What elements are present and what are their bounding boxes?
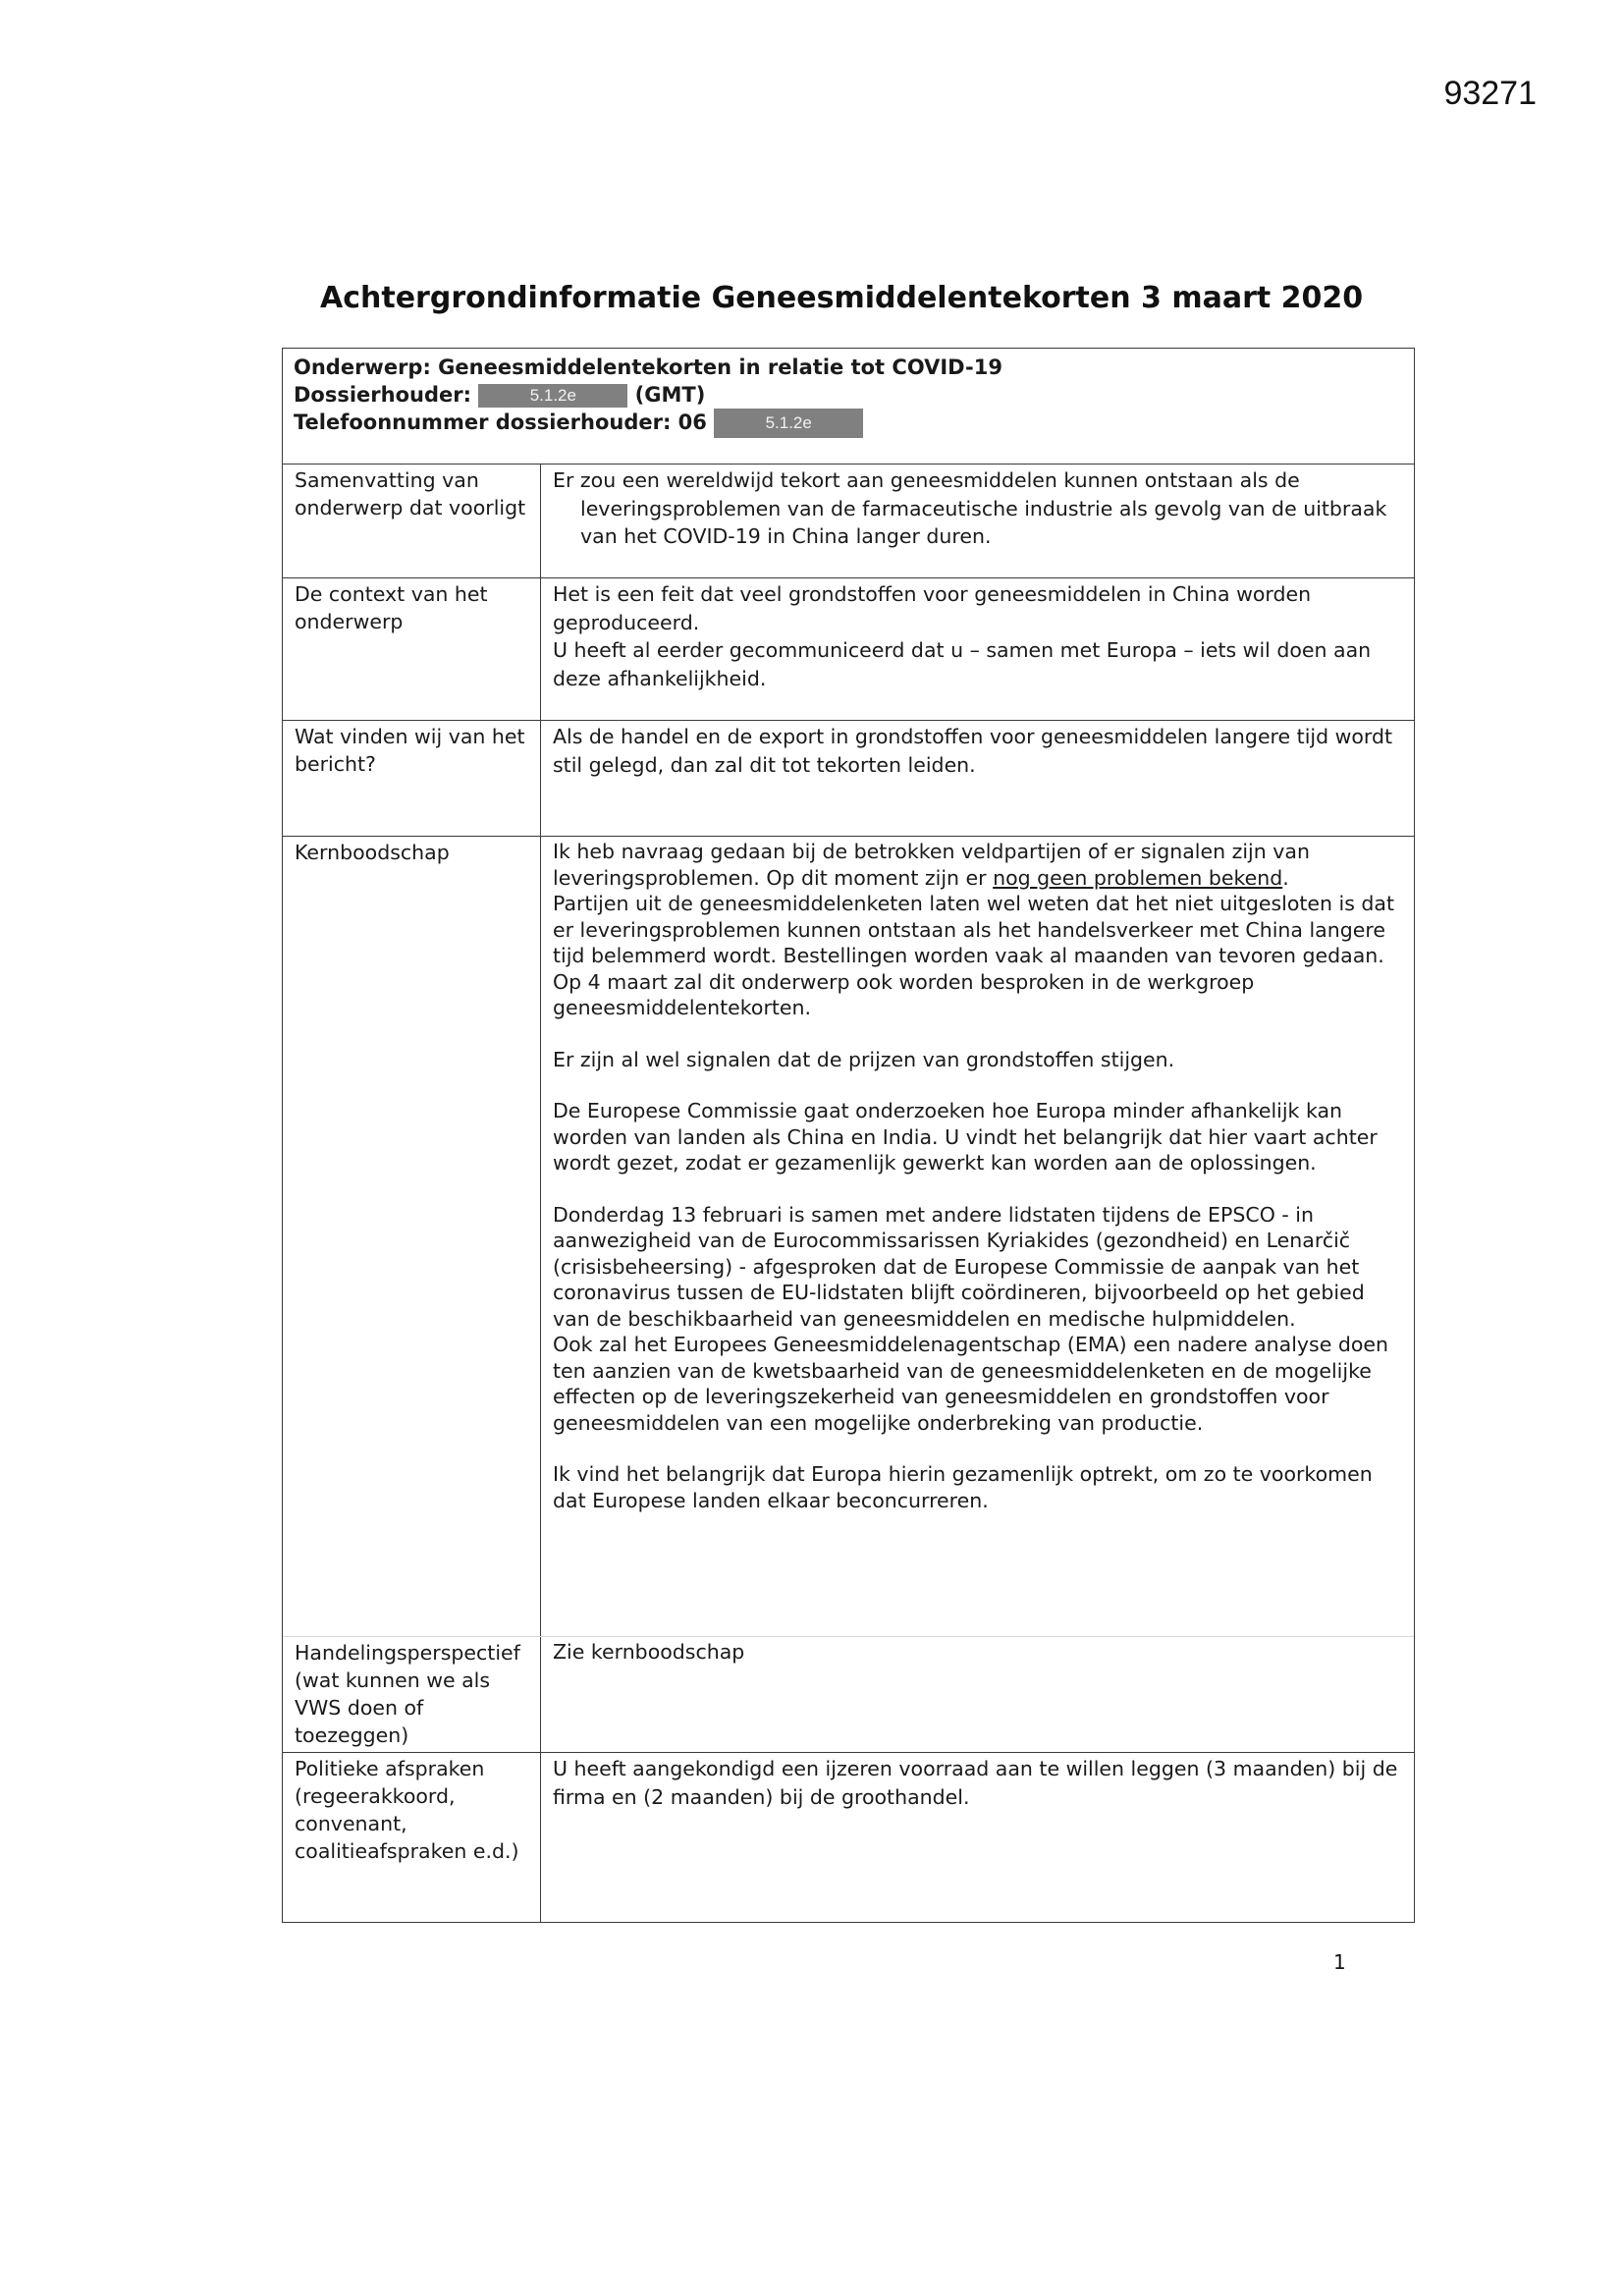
row-action xyxy=(283,1637,1414,1753)
core-paragraph-6: Ik vind het belangrijk dat Europa hierin gezamenlijk optrekt, om zo te voorkomen dat Europese landen elkaar beconcurreren. xyxy=(553,1462,1373,1512)
opinion-text: Als de handel en de export in grondstoffen voor geneesmiddelen langere tijd wordt stil gelegd, dan zal dit tot tekorten leiden. xyxy=(553,725,1393,777)
holder-label: Dossierhouder: xyxy=(294,383,472,407)
political-text: U heeft aangekondigd een ijzeren voorraad aan te willen leggen (3 maanden) bij de firma en (2 maanden) bij de groothandel. xyxy=(553,1757,1398,1809)
subject-line: Onderwerp: Geneesmiddelentekorten in relatie tot COVID-19 xyxy=(294,355,1002,379)
core-message-label: Kernboodschap xyxy=(283,837,541,1636)
phone-line xyxy=(294,409,1403,438)
holder-line xyxy=(294,381,1403,409)
page-title: Achtergrondinformatie Geneesmiddelentekorten 3 maart 2020 xyxy=(320,281,1364,315)
summary-label: Samenvatting van onderwerp dat voorligt xyxy=(283,465,541,577)
row-political xyxy=(283,1753,1414,1922)
core-paragraph-4: Donderdag 13 februari is samen met andere lidstaten tijdens de EPSCO - in aanwezigheid van de Eurocommissarissen Kyriakides (gezondheid) en Lenarčič (crisisbeheersing) - afgesproken dat de Europese Commissie de aanpak van het coronavirus tussen de EU-lidstaten blijft coördineren, bijvoorbeeld op het gebied van de beschikbaarheid van geneesmiddelen en medische hulpmiddelen. xyxy=(553,1202,1365,1331)
political-label: Politieke afspraken (regeerakkoord, convenant, coalitieafspraken e.d.) xyxy=(283,1753,541,1922)
core-paragraph-5: Ook zal het Europees Geneesmiddelenagentschap (EMA) een nadere analyse doen ten aanzien van de kwetsbaarheid van de geneesmiddelenketen en de mogelijke effecten op de leveringszekerheid van geneesmiddelen en grondstoffen voor geneesmiddelen van een mogelijke onderbreking van productie. xyxy=(553,1333,1389,1435)
context-paragraph-2: U heeft al eerder gecommuniceerd dat u – samen met Europa – iets wil doen aan deze afhankelijkheid. xyxy=(553,638,1372,690)
core-paragraph-1-continued: Partijen uit de geneesmiddelenketen laten wel weten dat het niet uitgesloten is dat er leveringsproblemen kunnen ontstaan als het handelsverkeer met China langere tijd belemmerd wordt. Bestellingen worden vaak al maanden van tevoren gedaan. Op 4 maart zal dit onderwerp ook worden besproken in de werkgroep geneesmiddelentekorten. xyxy=(553,892,1395,1019)
header-block xyxy=(283,349,1414,465)
page-number: 1 xyxy=(1333,1950,1346,1974)
context-paragraph-1: Het is een feit dat veel grondstoffen voor geneesmiddelen in China worden geproduceerd. xyxy=(553,582,1312,634)
phone-label: Telefoonnummer dossierhouder: 06 xyxy=(294,410,707,434)
info-table xyxy=(282,348,1415,1923)
row-summary xyxy=(283,465,1414,578)
row-context xyxy=(283,578,1414,721)
core-paragraph-2: Er zijn al wel signalen dat de prijzen van grondstoffen stijgen. xyxy=(553,1047,1175,1071)
summary-text: Er zou een wereldwijd tekort aan geneesmiddelen kunnen ontstaan als de leveringsproblemen van de farmaceutische industrie als gevolg van de uitbraak van het COVID-19 in China langer duren. xyxy=(553,468,1387,548)
core-paragraph-1: Ik heb navraag gedaan bij de betrokken veldpartijen of er signalen zijn van leveringsproblemen. Op dit moment zijn er nog geen problemen bekend. xyxy=(553,840,1310,890)
underlined-phrase: nog geen problemen bekend xyxy=(993,865,1283,890)
core-paragraph-3: De Europese Commissie gaat onderzoeken hoe Europa minder afhankelijk kan worden van landen als China en India. U vindt het belangrijk dat hier vaart achter wordt gezet, zodat er gezamenlijk gewerkt kan worden aan de oplossingen. xyxy=(553,1099,1378,1175)
document-number: 93271 xyxy=(1443,75,1537,112)
action-text: Zie kernboodschap xyxy=(553,1640,745,1664)
row-core-message xyxy=(283,837,1414,1637)
opinion-label: Wat vinden wij van het bericht? xyxy=(283,721,541,836)
phone-redaction: 5.1.2e xyxy=(714,409,863,438)
row-opinion xyxy=(283,721,1414,837)
context-label: De context van het onderwerp xyxy=(283,578,541,720)
holder-suffix: (GMT) xyxy=(634,383,706,407)
action-label: Handelingsperspectief (wat kunnen we als VWS doen of toezeggen) xyxy=(283,1637,541,1752)
holder-redaction: 5.1.2e xyxy=(478,384,627,408)
